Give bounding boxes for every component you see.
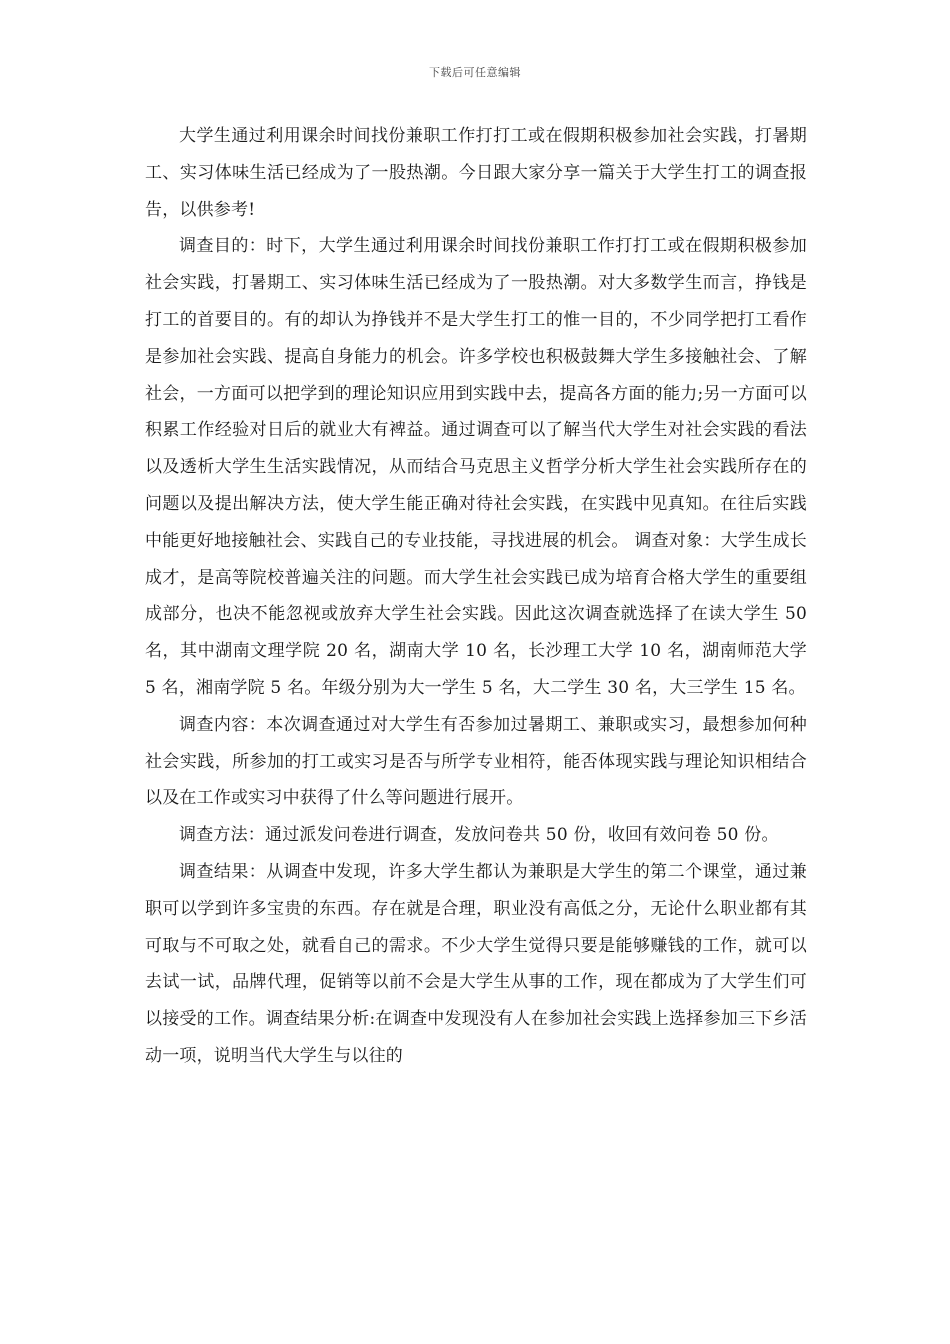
document-body [145, 118, 807, 1075]
paragraph-content: 调查内容：本次调查通过对大学生有否参加过暑期工、兼职或实习，最想参加何种社会实践，所参加的打工或实习是否与所学专业相符，能否体现实践与理论知识相结合以及在工作或实习中获得了什么等问题进行展开。 [145, 714, 807, 809]
paragraph-purpose-and-subjects: 调查目的：时下，大学生通过利用课余时间找份兼职工作打打工或在假期积极参加社会实践，打暑期工、实习体味生活已经成为了一股热潮。对大多数学生而言，挣钱是打工的首要目的。有的却认为挣钱并不是大学生打工的惟一目的，不少同学把打工看作是参加社会实践、提高自身能力的机会。许多学校也积极鼓舞大学生多接触社会、了解社会，一方面可以把学到的理论知识应用到实践中去，提高各方面的能力;另一方面可以积累工作经验对日后的就业大有裨益。通过调查可以了解当代大学生对社会实践的看法以及透析大学生生活实践情况，从而结合马克思主义哲学分析大学生社会实践所存在的问题以及提出解决方法，使大学生能正确对待社会实践，在实践中见真知。在往后实践中能更好地接触社会、实践自己的专业技能，寻找进展的机会。 调查对象：大学生成长成才，是高等院校普遍关注的问题。而大学生社会实践已成为培育合格大学生的重要组成部分，也决不能忽视或放弃大学生社会实践。因此这次调查就选择了在读大学生 50 名，其中湖南文理学院 20 名，湖南大学 10 名，长沙理工大学 10 名，湖南师范大学 5 名，湘南学院 5 名。年级分别为大一学生 5 名，大二学生 30 名，大三学生 15 名。 [145, 236, 807, 698]
paragraph-results: 调查结果：从调查中发现，许多大学生都认为兼职是大学生的第二个课堂，通过兼职可以学到许多宝贵的东西。存在就是合理，职业没有高低之分，无论什么职业都有其可取与不可取之处，就看自己的需求。不少大学生觉得只要是能够赚钱的工作，就可以去试一试，品牌代理，促销等以前不会是大学生从事的工作，现在都成为了大学生们可以接受的工作。调查结果分析:在调查中发现没有人在参加社会实践上选择参加三下乡活动一项，说明当代大学生与以往的 [145, 861, 807, 1066]
paragraph-method: 调查方法：通过派发问卷进行调查，发放问卷共 50 份，收回有效问卷 50 份。 [179, 825, 779, 846]
paragraph-intro: 大学生通过利用课余时间找份兼职工作打打工或在假期积极参加社会实践，打暑期工、实习体味生活已经成为了一股热潮。今日跟大家分享一篇关于大学生打工的调查报告，以供参考! [145, 126, 807, 220]
header-note: 下载后可任意编辑 [429, 66, 521, 79]
